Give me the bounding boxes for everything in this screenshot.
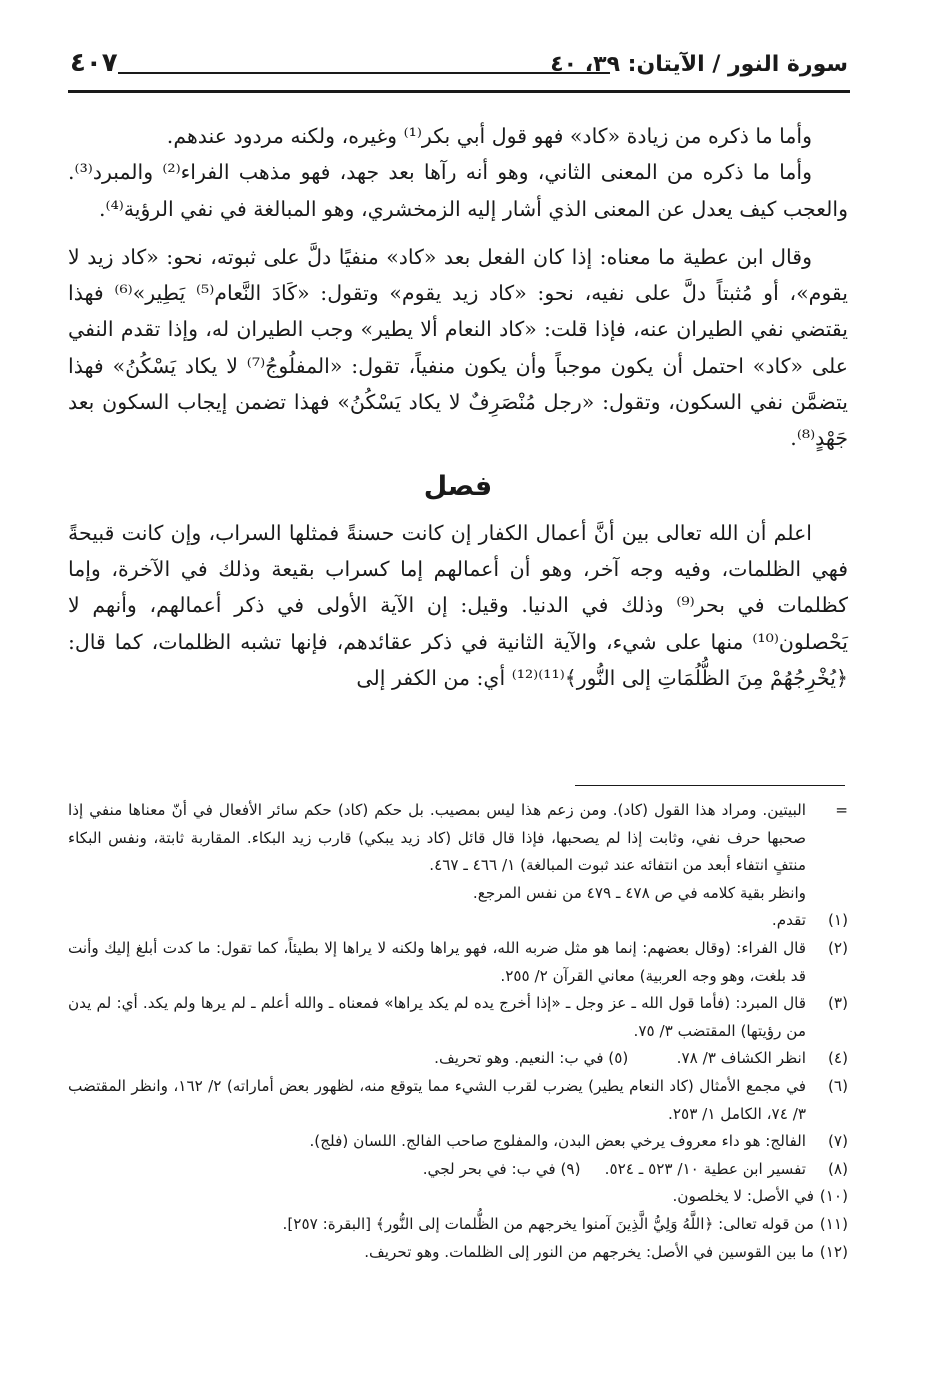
footnote-12 (68, 1239, 848, 1267)
paragraph-2: وأما ما ذكره من المعنى الثاني، وهو أنه رآها بعد جهد، فهو مذهب الفراء⁽²⁾ والمبرد⁽³⁾. والعجب كيف يعدل عن المعنى الذي أشار إليه الزمخشري، وهو المبالغة في نفي الرؤية⁽⁴⁾. (68, 160, 848, 221)
footnote-number (806, 880, 848, 908)
footnote-separator (575, 785, 845, 786)
footnote-text: وانظر بقية كلامه في ص ٤٧٨ ـ ٤٧٩ من نفس المرجع. (472, 883, 806, 902)
section-title: فصل (423, 470, 493, 502)
running-title: سورة النور / الآيتان: ٣٩، ٤٠ (550, 52, 848, 77)
footnote-11 (68, 1211, 848, 1239)
footnote-number: = (835, 801, 848, 819)
footnote-number: (٨) (827, 1159, 848, 1178)
footnote-number: (٣) (827, 994, 848, 1013)
footnote-continuation (68, 797, 848, 880)
header-underline (68, 90, 850, 93)
footnote-text: قال المبرد: (فأما قول الله ـ عز وجل ـ «إذا أخرج يده لم يكد يراها» فمعناه ـ والله أعلم ـ لم يرها ولم يكد. أي: لم يدن من رؤيتها) المقتضب ٣/ ٧٥. (68, 994, 806, 1040)
section-paragraph: اعلم أن الله تعالى بين أنَّ أعمال الكفار إن كانت حسنةً فمثلها السراب، وإن كانت قبيحةً فهي الظلمات، وفيه وجه آخر، وهو أن أعمالهم إما كسراب بقيعة وذلك في الآخرة، وإما كظلمات في بحر⁽⁹⁾ وذلك في الدنيا. وقيل: إن الآية الأولى في ذكر أعمالهم، وأنهم لا يَحْصلون⁽¹⁰⁾ منها على شيء، والآية الثانية في ذكر عقائدهم، فإنها تشبه الظلمات، كما قال: ﴿يُخْرِجُهُمْ مِنَ الظُّلُمَاتِ إلى النُّور﴾⁽¹¹⁾⁽¹²⁾ أي: من الكفر إلى (68, 520, 848, 690)
footnote-number: (١) (827, 911, 848, 930)
footnote-2 (68, 935, 848, 990)
footnote-10 (68, 1183, 848, 1211)
footnote-number: (٦) (827, 1076, 848, 1095)
footnote-text: الفالج: هو داء معروف يرخي بعض البدن، والمفلوج صاحب الفالج. اللسان (فلج). (309, 1132, 806, 1151)
main-text (68, 118, 848, 696)
page-number: ٤٠٧ (70, 48, 118, 78)
header-rule (118, 72, 610, 74)
footnotes (68, 797, 848, 1266)
footnote-text: البيتين. ومراد هذا القول (كاد). ومن زعم هذا ليس بمصيب. بل حكم (كاد) حكم سائر الأفعال في أنّ معناها منفي إذا صحبها حرف نفي، وثابت إذا لم يصحبها، فإذا قال قائل (كاد زيد يبكي) قارب زيد البكاء. المقاربة ثابتة، ونفس البكاء منتفٍ انتفاء أبعد من انتفائه عند ثبوت المبالغة) ١/ ٤٦٦ ـ ٤٦٧. (68, 801, 806, 875)
footnote-number: (١٠) (819, 1187, 848, 1206)
footnote-7 (68, 1128, 848, 1156)
footnote-number: (١١) (819, 1214, 848, 1233)
page-header (68, 38, 850, 94)
footnote-6 (68, 1073, 848, 1128)
footnote-number: (١٢) (819, 1242, 848, 1261)
paragraph-1: وأما ما ذكره من زيادة «كاد» فهو قول أبي بكر⁽¹⁾ وغيره، ولكنه مردود عندهم. (166, 124, 812, 148)
footnote-8-9 (68, 1156, 848, 1184)
footnote-text: من قوله تعالى: ﴿اللَّهُ وَلِيُّ الَّذِينَ آمنوا يخرجهم من الظُّلمات إلى النُّور﴾ [البقرة: ٢٥٧]. (282, 1214, 814, 1233)
footnote-1 (68, 907, 848, 935)
footnote-4-5 (68, 1045, 848, 1073)
footnote-number: (٤) (827, 1049, 848, 1068)
footnote-text: تقدم. (771, 911, 806, 930)
paragraph-3: وقال ابن عطية ما معناه: إذا كان الفعل بعد «كاد» منفيًا دلَّ على ثبوته، نحو: «كاد زيد لا يقوم»، أو مُثبتاً دلَّ على نفيه، نحو: «كاد زيد يقوم» وتقول: «كَادَ النَّعام⁽⁵⁾ يَطِير»⁽⁶⁾ فهذا يقتضي نفي الطيران عنه، فإذا قلت: «كاد النعام ألا يطير» وجب الطيران له، وإذا تقدم النفي على «كاد» احتمل أن يكون موجباً وأن يكون منفياً، تقول: «المفلُوجُ⁽⁷⁾ لا يكاد يَسْكُنُ» فهذا يتضمَّن نفي السكون، وتقول: «رجل مُنْصَرِفٌ لا يكاد يَسْكُنُ» فهذا تضمن إيجاب السكون بعد جَهْدٍ⁽⁸⁾. (68, 244, 848, 451)
footnote-text: ما بين القوسين في الأصل: يخرجهم من النور إلى الظلمات. وهو تحريف. (364, 1242, 814, 1261)
footnote-number: (٢) (827, 938, 848, 957)
footnote-text: قال الفراء: (وقال بعضهم: إنما هو مثل ضربه الله، فهو يراها ولكنه لا يراها إلا بطيئاً، كما تقول: ما كدت أبلغ إليك وأنت قد بلغت، وهو وجه العربية) معاني القرآن ٢/ ٢٥٥. (68, 938, 806, 985)
footnote-text: تفسير ابن عطية ١٠/ ٥٢٣ ـ ٥٢٤. (٩) في ب: في بحر لجي. (422, 1159, 806, 1178)
footnote-number: (٧) (827, 1132, 848, 1151)
footnote-text: في الأصل: لا يخلصون. (672, 1187, 814, 1206)
footnote-text: في مجمع الأمثال (كاد النعام يطير) يضرب لقرب الشيء مما يتوقع منه، لظهور بعض أماراته) ٢/ ١٦٢، وانظر المقتضب ٣/ ٧٤، الكامل ١/ ٢٥٣. (68, 1076, 807, 1123)
footnote-text: انظر الكشاف ٣/ ٧٨. (٥) في ب: النعيم. وهو تحريف. (434, 1049, 806, 1068)
footnote-continuation-2 (68, 880, 848, 908)
footnote-3 (68, 990, 848, 1045)
